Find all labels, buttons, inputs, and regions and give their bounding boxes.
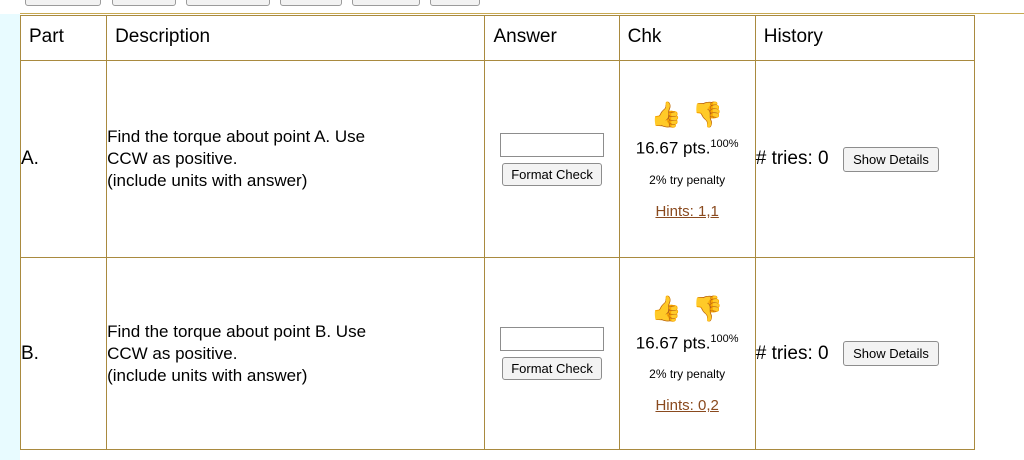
description-cell-a — [107, 61, 485, 258]
format-check-button-b[interactable]: Format Check — [502, 357, 602, 380]
question-table — [20, 15, 975, 450]
thumbs-group-a — [620, 98, 755, 132]
table-header-row — [21, 16, 975, 61]
points-value-b: 16.67 pts. — [635, 333, 711, 353]
try-penalty-a: 2% try penalty — [649, 172, 726, 187]
table-row — [21, 258, 975, 450]
points-value-a: 16.67 pts. — [635, 138, 711, 158]
left-gutter-strip — [0, 0, 20, 460]
format-check-button-a[interactable]: Format Check — [502, 163, 602, 186]
part-label-a: A. — [21, 61, 107, 258]
toolbar-button-1[interactable] — [25, 0, 101, 6]
question-grid — [20, 15, 975, 450]
answer-cell-a — [485, 61, 619, 258]
column-header-answer: Answer — [485, 16, 619, 61]
description-line: CCW as positive. — [107, 149, 238, 168]
chk-cell-b — [619, 258, 755, 450]
thumbs-up-icon[interactable]: 👍 — [650, 100, 682, 129]
history-cell-a — [755, 61, 974, 258]
hints-link-b[interactable]: Hints: 0,2 — [655, 397, 719, 415]
tries-count-a: # tries: 0 — [755, 148, 829, 169]
points-line-b — [620, 333, 755, 354]
description-line: (include units with answer) — [107, 171, 308, 190]
answer-input-b[interactable] — [500, 327, 604, 351]
points-percent-a: 100% — [710, 138, 739, 151]
toolbar-button-3[interactable] — [186, 0, 270, 6]
toolbar-button-5[interactable] — [352, 0, 420, 6]
table-row — [21, 61, 975, 258]
chk-cell-a — [619, 61, 755, 258]
try-penalty-b: 2% try penalty — [649, 367, 726, 382]
thumbs-down-icon[interactable]: 👎 — [692, 100, 724, 129]
toolbar-button-4[interactable] — [280, 0, 342, 6]
column-header-history: History — [755, 16, 974, 61]
points-percent-b: 100% — [710, 332, 739, 345]
answer-input-a[interactable] — [500, 133, 604, 157]
column-header-description: Description — [107, 16, 485, 61]
thumbs-group-b — [620, 293, 755, 327]
column-header-part: Part — [21, 16, 107, 61]
toolbar-inner — [20, 0, 1024, 14]
show-details-button-b[interactable]: Show Details — [843, 341, 939, 366]
description-line: Find the torque about point A. Use — [107, 127, 366, 146]
part-label-b: B. — [21, 258, 107, 450]
history-cell-b — [755, 258, 974, 450]
thumbs-up-icon[interactable]: 👍 — [650, 295, 682, 324]
description-line: Find the torque about point B. Use — [107, 321, 367, 341]
hints-link-a[interactable]: Hints: 1,1 — [655, 202, 719, 220]
thumbs-down-icon[interactable]: 👎 — [692, 295, 724, 324]
toolbar-clipped-row — [0, 0, 1024, 14]
show-details-button-a[interactable]: Show Details — [843, 147, 939, 172]
description-line: CCW as positive. — [107, 343, 238, 363]
toolbar-button-6[interactable] — [430, 0, 480, 6]
tries-count-b: # tries: 0 — [755, 342, 829, 364]
points-line-a — [620, 138, 755, 159]
description-cell-b — [107, 258, 485, 450]
answer-cell-b — [485, 258, 619, 450]
description-line: (include units with answer) — [107, 365, 308, 385]
column-header-chk: Chk — [619, 16, 755, 61]
toolbar-button-2[interactable] — [112, 0, 176, 6]
